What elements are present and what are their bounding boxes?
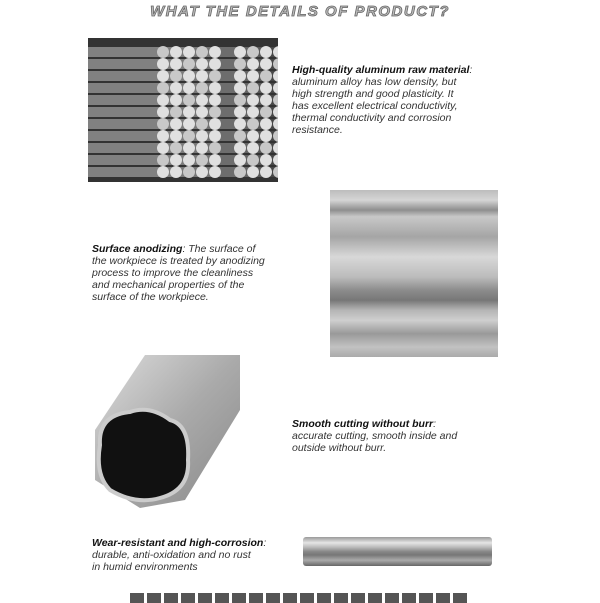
- section-smooth-cutting: Smooth cutting without burr: accurate cutting, smooth inside and outside without burr.: [292, 418, 458, 454]
- section-title: Wear-resistant and high-corrosion: [92, 537, 264, 549]
- section-title: High-quality aluminum raw material: [292, 64, 470, 76]
- section-wear-resistant: Wear-resistant and high-corrosion: durable, anti-oxidation and no rust in humid environments: [92, 537, 267, 573]
- aluminum-rods-stack-image: [88, 38, 278, 182]
- section-surface-anodizing: Surface anodizing: The surface of the workpiece is treated by anodizing process to improve the cleanliness and mechanical properties of the surface of the workpiece.: [92, 243, 265, 303]
- section-raw-material: High-quality aluminum raw material: aluminum alloy has low density, but high strength and good plasticity. It has excellent electrical conductivity, thermal conductivity and corrosion resistance.: [292, 64, 473, 136]
- aluminum-tube-image: [303, 537, 492, 566]
- tube-profile-image: [90, 350, 245, 515]
- page-heading: WHAT THE DETAILS OF PRODUCT?: [150, 3, 450, 20]
- anodized-surface-image: [330, 190, 498, 357]
- section-title: Smooth cutting without burr: [292, 418, 434, 430]
- next-section-heading-cropped: [130, 593, 470, 603]
- section-title: Surface anodizing: [92, 243, 183, 255]
